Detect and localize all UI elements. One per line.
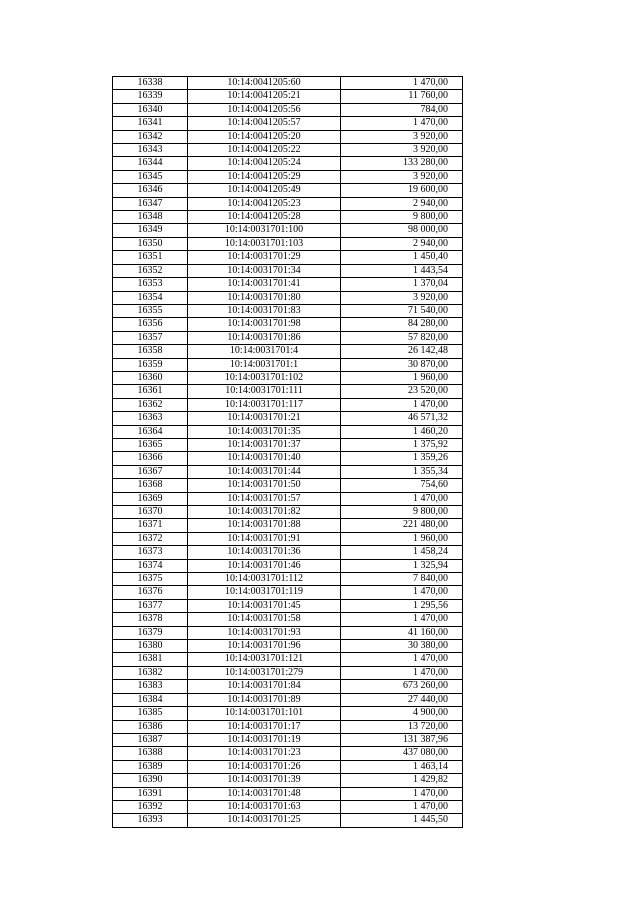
row-number-cell: 16373 [113, 546, 188, 559]
table-row [113, 144, 463, 157]
row-number-cell: 16368 [113, 479, 188, 492]
cadastral-number-cell: 10:14:0031701:100 [188, 224, 341, 237]
amount-cell: 2 940,00 [341, 237, 463, 250]
amount-cell: 1 445,50 [341, 814, 463, 827]
cadastral-number-cell: 10:14:0031701:98 [188, 318, 341, 331]
amount-cell: 27 440,00 [341, 693, 463, 706]
row-number-cell: 16345 [113, 170, 188, 183]
table-row [113, 412, 463, 425]
amount-cell: 11 760,00 [341, 90, 463, 103]
table-row [113, 613, 463, 626]
row-number-cell: 16341 [113, 117, 188, 130]
cadastral-number-cell: 10:14:0031701:103 [188, 237, 341, 250]
cadastral-number-cell: 10:14:0031701:80 [188, 291, 341, 304]
cadastral-number-cell: 10:14:0031701:119 [188, 586, 341, 599]
table-row [113, 331, 463, 344]
cadastral-number-cell: 10:14:0031701:17 [188, 720, 341, 733]
table-row [113, 506, 463, 519]
amount-cell: 1 470,00 [341, 398, 463, 411]
amount-cell: 1 960,00 [341, 371, 463, 384]
amount-cell: 9 800,00 [341, 211, 463, 224]
row-number-cell: 16343 [113, 144, 188, 157]
table-row [113, 774, 463, 787]
cadastral-number-cell: 10:14:0041205:20 [188, 130, 341, 143]
amount-cell: 1 450,40 [341, 251, 463, 264]
row-number-cell: 16364 [113, 425, 188, 438]
table-row [113, 358, 463, 371]
row-number-cell: 16346 [113, 184, 188, 197]
table-row [113, 425, 463, 438]
row-number-cell: 16386 [113, 720, 188, 733]
amount-cell: 3 920,00 [341, 130, 463, 143]
cadastral-number-cell: 10:14:0031701:36 [188, 546, 341, 559]
cadastral-number-cell: 10:14:0031701:34 [188, 264, 341, 277]
table-row [113, 787, 463, 800]
amount-cell: 221 480,00 [341, 519, 463, 532]
amount-cell: 19 600,00 [341, 184, 463, 197]
row-number-cell: 16362 [113, 398, 188, 411]
row-number-cell: 16393 [113, 814, 188, 827]
amount-cell: 1 470,00 [341, 77, 463, 90]
cadastral-number-cell: 10:14:0031701:101 [188, 707, 341, 720]
row-number-cell: 16369 [113, 492, 188, 505]
cadastral-number-cell: 10:14:0031701:91 [188, 532, 341, 545]
table-row [113, 666, 463, 679]
row-number-cell: 16388 [113, 747, 188, 760]
table-row [113, 546, 463, 559]
table-row [113, 117, 463, 130]
amount-cell: 437 080,00 [341, 747, 463, 760]
amount-cell: 1 470,00 [341, 613, 463, 626]
row-number-cell: 16366 [113, 452, 188, 465]
table-row [113, 251, 463, 264]
cadastral-number-cell: 10:14:0041205:29 [188, 170, 341, 183]
row-number-cell: 16350 [113, 237, 188, 250]
cadastral-number-cell: 10:14:0031701:117 [188, 398, 341, 411]
table-row [113, 398, 463, 411]
table-row [113, 747, 463, 760]
row-number-cell: 16344 [113, 157, 188, 170]
amount-cell: 1 470,00 [341, 787, 463, 800]
cadastral-number-cell: 10:14:0041205:23 [188, 197, 341, 210]
table-row [113, 237, 463, 250]
amount-cell: 71 540,00 [341, 304, 463, 317]
row-number-cell: 16342 [113, 130, 188, 143]
row-number-cell: 16360 [113, 371, 188, 384]
row-number-cell: 16375 [113, 573, 188, 586]
document-page [112, 76, 462, 828]
table-row [113, 130, 463, 143]
amount-cell: 9 800,00 [341, 506, 463, 519]
table-row [113, 318, 463, 331]
cadastral-number-cell: 10:14:0041205:22 [188, 144, 341, 157]
row-number-cell: 16371 [113, 519, 188, 532]
row-number-cell: 16347 [113, 197, 188, 210]
row-number-cell: 16383 [113, 680, 188, 693]
cadastral-number-cell: 10:14:0031701:111 [188, 385, 341, 398]
amount-cell: 23 520,00 [341, 385, 463, 398]
cadastral-number-cell: 10:14:0031701:84 [188, 680, 341, 693]
cadastral-number-cell: 10:14:0031701:21 [188, 412, 341, 425]
row-number-cell: 16349 [113, 224, 188, 237]
row-number-cell: 16384 [113, 693, 188, 706]
row-number-cell: 16378 [113, 613, 188, 626]
table-row [113, 626, 463, 639]
row-number-cell: 16357 [113, 331, 188, 344]
row-number-cell: 16338 [113, 77, 188, 90]
amount-cell: 1 359,26 [341, 452, 463, 465]
table-row [113, 519, 463, 532]
cadastral-number-cell: 10:14:0041205:57 [188, 117, 341, 130]
cadastral-number-cell: 10:14:0031701:25 [188, 814, 341, 827]
cadastral-number-cell: 10:14:0031701:63 [188, 800, 341, 813]
cadastral-number-cell: 10:14:0031701:44 [188, 465, 341, 478]
amount-cell: 98 000,00 [341, 224, 463, 237]
cadastral-number-cell: 10:14:0031701:82 [188, 506, 341, 519]
row-number-cell: 16365 [113, 438, 188, 451]
amount-cell: 133 280,00 [341, 157, 463, 170]
table-body [113, 77, 463, 828]
row-number-cell: 16379 [113, 626, 188, 639]
row-number-cell: 16370 [113, 506, 188, 519]
row-number-cell: 16374 [113, 559, 188, 572]
cadastral-number-cell: 10:14:0031701:19 [188, 733, 341, 746]
cadastral-number-cell: 10:14:0031701:26 [188, 760, 341, 773]
cadastral-number-cell: 10:14:0031701:57 [188, 492, 341, 505]
cadastral-number-cell: 10:14:0041205:56 [188, 103, 341, 116]
amount-cell: 1 463,14 [341, 760, 463, 773]
amount-cell: 673 260,00 [341, 680, 463, 693]
cadastral-number-cell: 10:14:0031701:4 [188, 345, 341, 358]
amount-cell: 784,00 [341, 103, 463, 116]
table-row [113, 586, 463, 599]
row-number-cell: 16353 [113, 278, 188, 291]
cadastral-number-cell: 10:14:0041205:49 [188, 184, 341, 197]
cadastral-number-cell: 10:14:0031701:50 [188, 479, 341, 492]
cadastral-number-cell: 10:14:0031701:121 [188, 653, 341, 666]
amount-cell: 1 375,92 [341, 438, 463, 451]
table-row [113, 680, 463, 693]
row-number-cell: 16382 [113, 666, 188, 679]
table-row [113, 438, 463, 451]
amount-cell: 3 920,00 [341, 144, 463, 157]
amount-cell: 1 370,04 [341, 278, 463, 291]
table-row [113, 599, 463, 612]
table-row [113, 479, 463, 492]
amount-cell: 1 295,56 [341, 599, 463, 612]
amount-cell: 1 470,00 [341, 117, 463, 130]
table-row [113, 640, 463, 653]
amount-cell: 2 940,00 [341, 197, 463, 210]
table-row [113, 103, 463, 116]
amount-cell: 1 429,82 [341, 774, 463, 787]
table-row [113, 90, 463, 103]
row-number-cell: 16339 [113, 90, 188, 103]
table-row [113, 693, 463, 706]
amount-cell: 84 280,00 [341, 318, 463, 331]
cadastral-number-cell: 10:14:0031701:83 [188, 304, 341, 317]
amount-cell: 41 160,00 [341, 626, 463, 639]
row-number-cell: 16385 [113, 707, 188, 720]
amount-cell: 3 920,00 [341, 291, 463, 304]
table-row [113, 707, 463, 720]
data-table [112, 76, 463, 828]
row-number-cell: 16351 [113, 251, 188, 264]
amount-cell: 3 920,00 [341, 170, 463, 183]
cadastral-number-cell: 10:14:0031701:41 [188, 278, 341, 291]
cadastral-number-cell: 10:14:0031701:96 [188, 640, 341, 653]
table-row [113, 800, 463, 813]
cadastral-number-cell: 10:14:0031701:89 [188, 693, 341, 706]
table-row [113, 291, 463, 304]
cadastral-number-cell: 10:14:0041205:21 [188, 90, 341, 103]
cadastral-number-cell: 10:14:0031701:23 [188, 747, 341, 760]
cadastral-number-cell: 10:14:0031701:46 [188, 559, 341, 572]
row-number-cell: 16361 [113, 385, 188, 398]
cadastral-number-cell: 10:14:0041205:28 [188, 211, 341, 224]
row-number-cell: 16377 [113, 599, 188, 612]
amount-cell: 1 458,24 [341, 546, 463, 559]
cadastral-number-cell: 10:14:0031701:1 [188, 358, 341, 371]
table-row [113, 452, 463, 465]
cadastral-number-cell: 10:14:0031701:86 [188, 331, 341, 344]
row-number-cell: 16340 [113, 103, 188, 116]
amount-cell: 30 870,00 [341, 358, 463, 371]
table-row [113, 304, 463, 317]
cadastral-number-cell: 10:14:0031701:39 [188, 774, 341, 787]
row-number-cell: 16381 [113, 653, 188, 666]
row-number-cell: 16367 [113, 465, 188, 478]
amount-cell: 26 142,48 [341, 345, 463, 358]
row-number-cell: 16376 [113, 586, 188, 599]
amount-cell: 1 960,00 [341, 532, 463, 545]
cadastral-number-cell: 10:14:0031701:40 [188, 452, 341, 465]
cadastral-number-cell: 10:14:0031701:102 [188, 371, 341, 384]
amount-cell: 4 900,00 [341, 707, 463, 720]
table-row [113, 573, 463, 586]
row-number-cell: 16355 [113, 304, 188, 317]
table-row [113, 760, 463, 773]
table-row [113, 278, 463, 291]
table-row [113, 77, 463, 90]
table-row [113, 653, 463, 666]
amount-cell: 1 355,34 [341, 465, 463, 478]
cadastral-number-cell: 10:14:0031701:112 [188, 573, 341, 586]
amount-cell: 1 470,00 [341, 666, 463, 679]
row-number-cell: 16389 [113, 760, 188, 773]
row-number-cell: 16348 [113, 211, 188, 224]
cadastral-number-cell: 10:14:0031701:93 [188, 626, 341, 639]
table-row [113, 385, 463, 398]
row-number-cell: 16391 [113, 787, 188, 800]
row-number-cell: 16390 [113, 774, 188, 787]
row-number-cell: 16363 [113, 412, 188, 425]
cadastral-number-cell: 10:14:0031701:29 [188, 251, 341, 264]
row-number-cell: 16387 [113, 733, 188, 746]
cadastral-number-cell: 10:14:0031701:279 [188, 666, 341, 679]
amount-cell: 754,60 [341, 479, 463, 492]
amount-cell: 1 325,94 [341, 559, 463, 572]
table-row [113, 720, 463, 733]
amount-cell: 1 470,00 [341, 586, 463, 599]
amount-cell: 7 840,00 [341, 573, 463, 586]
table-row [113, 532, 463, 545]
table-row [113, 157, 463, 170]
row-number-cell: 16356 [113, 318, 188, 331]
cadastral-number-cell: 10:14:0031701:48 [188, 787, 341, 800]
amount-cell: 13 720,00 [341, 720, 463, 733]
table-row [113, 170, 463, 183]
cadastral-number-cell: 10:14:0031701:45 [188, 599, 341, 612]
table-row [113, 465, 463, 478]
table-row [113, 211, 463, 224]
amount-cell: 1 470,00 [341, 800, 463, 813]
amount-cell: 131 387,96 [341, 733, 463, 746]
row-number-cell: 16359 [113, 358, 188, 371]
row-number-cell: 16392 [113, 800, 188, 813]
table-row [113, 371, 463, 384]
amount-cell: 57 820,00 [341, 331, 463, 344]
amount-cell: 46 571,32 [341, 412, 463, 425]
table-row [113, 814, 463, 827]
row-number-cell: 16352 [113, 264, 188, 277]
amount-cell: 1 443,54 [341, 264, 463, 277]
table-row [113, 559, 463, 572]
cadastral-number-cell: 10:14:0041205:60 [188, 77, 341, 90]
table-row [113, 197, 463, 210]
amount-cell: 30 380,00 [341, 640, 463, 653]
table-row [113, 264, 463, 277]
row-number-cell: 16354 [113, 291, 188, 304]
cadastral-number-cell: 10:14:0031701:58 [188, 613, 341, 626]
cadastral-number-cell: 10:14:0041205:24 [188, 157, 341, 170]
cadastral-number-cell: 10:14:0031701:35 [188, 425, 341, 438]
table-row [113, 345, 463, 358]
amount-cell: 1 470,00 [341, 492, 463, 505]
row-number-cell: 16380 [113, 640, 188, 653]
table-row [113, 184, 463, 197]
amount-cell: 1 470,00 [341, 653, 463, 666]
row-number-cell: 16372 [113, 532, 188, 545]
table-row [113, 492, 463, 505]
cadastral-number-cell: 10:14:0031701:37 [188, 438, 341, 451]
row-number-cell: 16358 [113, 345, 188, 358]
table-row [113, 733, 463, 746]
cadastral-number-cell: 10:14:0031701:88 [188, 519, 341, 532]
amount-cell: 1 460,20 [341, 425, 463, 438]
table-row [113, 224, 463, 237]
